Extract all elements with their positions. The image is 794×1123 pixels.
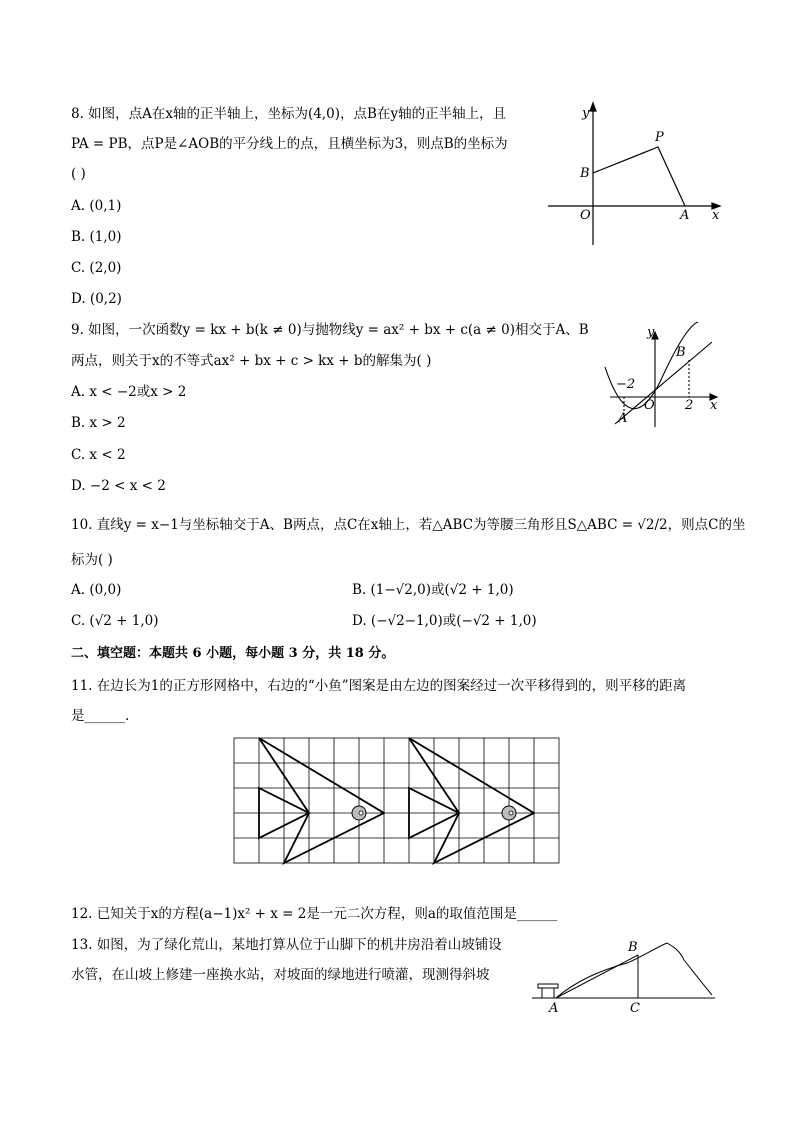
q13-well-house-roof bbox=[538, 984, 558, 988]
q10-stem-line1: 10. 直线y = x−1与坐标轴交于A、B两点，点C在x轴上，若△ABC为等腰三角形且S△ABC = √2/2，则点C的坐 bbox=[71, 517, 746, 533]
q8-segments-bpa bbox=[593, 147, 685, 206]
q13-label-c: C bbox=[630, 1001, 640, 1016]
q8-stem-line1: 8. 如图，点A在x轴的正半轴上，坐标为(4,0)，点B在y轴的正半轴上，且 bbox=[71, 106, 507, 122]
q10-option-b: B. (1−√2,0)或(√2 + 1,0) bbox=[352, 582, 514, 598]
q10-stem-line2: 标为( ) bbox=[71, 552, 113, 568]
q9-option-d: D. −2 < x < 2 bbox=[71, 478, 166, 494]
q9-label-neg2: −2 bbox=[616, 377, 636, 392]
q8-option-c: C. (2,0) bbox=[71, 260, 122, 276]
q8-label-y: y bbox=[582, 106, 590, 121]
q9-stem-line1: 9. 如图，一次函数y = kx + b(k ≠ 0)与抛物线y = ax² + bx + c(a ≠ 0)相交于A、B bbox=[71, 322, 589, 338]
q9-label-y: y bbox=[647, 325, 655, 340]
q8-figure bbox=[540, 95, 730, 250]
q12-stem: 12. 已知关于x的方程(a−1)x² + x = 2是一元二次方程，则a的取值范围是______ bbox=[71, 906, 558, 922]
q10-option-a: A. (0,0) bbox=[71, 582, 122, 598]
q13-stem-line1: 13. 如图，为了绿化荒山，某地打算从位于山脚下的机井房沿着山坡铺设 bbox=[71, 937, 502, 953]
q9-option-b: B. x > 2 bbox=[71, 415, 126, 431]
q13-hill-figure bbox=[532, 935, 722, 1020]
q8-option-d: D. (0,2) bbox=[71, 291, 122, 307]
q11-fish-grid-figure bbox=[234, 738, 562, 866]
q8-label-b: B bbox=[580, 166, 590, 181]
q8-label-x: x bbox=[712, 208, 720, 223]
q8-answer-paren: ( ) bbox=[71, 166, 86, 182]
q9-label-o: O bbox=[644, 398, 655, 413]
q11-stem-line1: 11. 在边长为1的正方形网格中，右边的“小鱼”图案是由左边的图案经过一次平移得到的，则平移的距离 bbox=[71, 678, 687, 694]
q8-label-p: P bbox=[655, 130, 664, 145]
section-2-heading: 二、填空题：本题共 6 小题，每小题 3 分，共 18 分。 bbox=[71, 646, 395, 661]
q9-option-c: C. x < 2 bbox=[71, 447, 126, 463]
q13-slope-ab bbox=[556, 955, 638, 998]
q9-option-a: A. x < −2或x > 2 bbox=[71, 384, 187, 400]
q11-fish-right bbox=[409, 738, 534, 863]
q9-label-b: B bbox=[676, 345, 686, 360]
q9-stem-line2: 两点，则关于x的不等式ax² + bx + c > kx + b的解集为( ) bbox=[71, 353, 432, 369]
q9-label-2: 2 bbox=[685, 398, 694, 413]
q11-fish-left bbox=[259, 738, 384, 863]
q11-stem-line2: 是______. bbox=[71, 708, 130, 724]
q8-y-arrow bbox=[590, 103, 596, 111]
q9-label-a: A bbox=[618, 411, 628, 426]
q10-option-c: C. (√2 + 1,0) bbox=[71, 613, 159, 629]
q8-label-o: O bbox=[580, 208, 591, 223]
q9-label-x: x bbox=[710, 398, 718, 413]
q8-label-a: A bbox=[680, 208, 690, 223]
q8-option-a: A. (0,1) bbox=[71, 198, 122, 214]
q13-label-b: B bbox=[628, 940, 638, 955]
q9-figure bbox=[600, 322, 725, 432]
q8-stem-line2: PA = PB，点P是∠AOB的平分线上的点，且横坐标为3，则点B的坐标为 bbox=[71, 136, 508, 152]
q13-label-a: A bbox=[549, 1001, 559, 1016]
q10-option-d: D. (−√2−1,0)或(−√2 + 1,0) bbox=[352, 613, 537, 629]
q8-option-b: B. (1,0) bbox=[71, 229, 122, 245]
q13-stem-line2: 水管，在山坡上修建一座换水站，对坡面的绿地进行喷灌，现测得斜坡 bbox=[71, 967, 490, 983]
